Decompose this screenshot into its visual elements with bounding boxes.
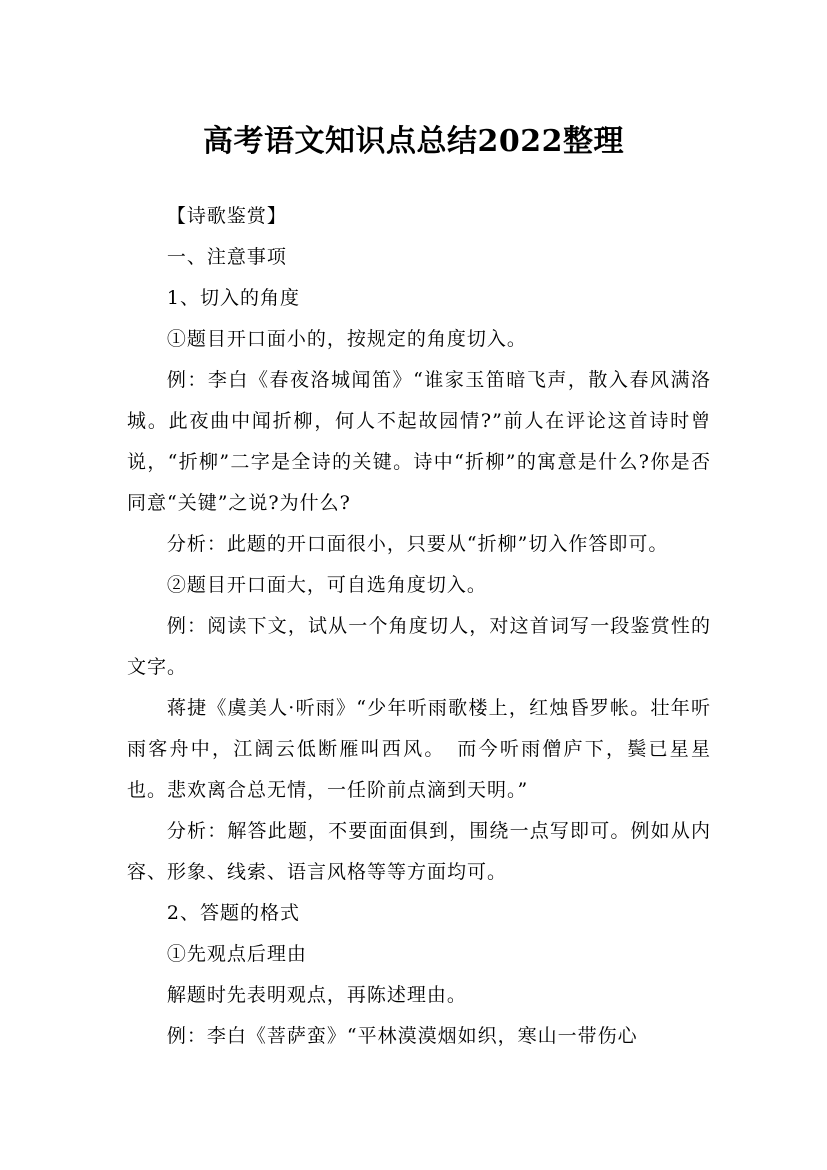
- subheading-angle: 1、切入的角度: [166, 287, 300, 309]
- point-view-then-reason: ①先观点后理由: [166, 943, 307, 965]
- explanation-view-first: 解题时先表明观点，再陈述理由。: [166, 984, 467, 1006]
- analysis-zheliu: 分析：此题的开口面很小，只要从“折柳”切入作答即可。: [166, 533, 669, 555]
- subheading-format: 2、答题的格式: [166, 902, 300, 924]
- analysis-focus-point: 分析：解答此题，不要面面俱到，围绕一点写即可。例如从内容、形象、线索、语言风格等等方面均可。: [127, 820, 711, 883]
- example-li-bai-pusaman: 例：李白《菩萨蛮》“平林漠漠烟如织，寒山一带伤心: [166, 1025, 638, 1047]
- heading-notes: 一、注意事项: [166, 246, 287, 268]
- document-body: [127, 196, 711, 1057]
- example-li-bai-flute: 例：李白《春夜洛城闻笛》“谁家玉笛暗飞声，散入春风满洛城。此夜曲中闻折柳，何人不起故园情?”前人在评论这首诗时曾说，“折柳”二字是全诗的关键。诗中“折柳”的寓意是什么?你是否同意“关键”之说?为什么?: [127, 369, 711, 514]
- example-appreciation: 例：阅读下文，试从一个角度切人，对这首词写一段鉴赏性的文字。: [127, 615, 711, 678]
- poem-jiang-jie: 蒋捷《虞美人·听雨》“少年听雨歌楼上，红烛昏罗帐。壮年听雨客舟中，江阔云低断雁叫西风。 而今听雨僧庐下，鬓已星星也。悲欢离合总无情，一任阶前点滴到天明。”: [127, 697, 711, 801]
- section-heading-poetry: 【诗歌鉴赏】: [166, 205, 287, 227]
- point-narrow-question: ①题目开口面小的，按规定的角度切入。: [166, 328, 527, 350]
- point-wide-question: ②题目开口面大，可自选角度切入。: [166, 574, 487, 596]
- document-title: 高考语文知识点总结2022整理: [203, 124, 624, 160]
